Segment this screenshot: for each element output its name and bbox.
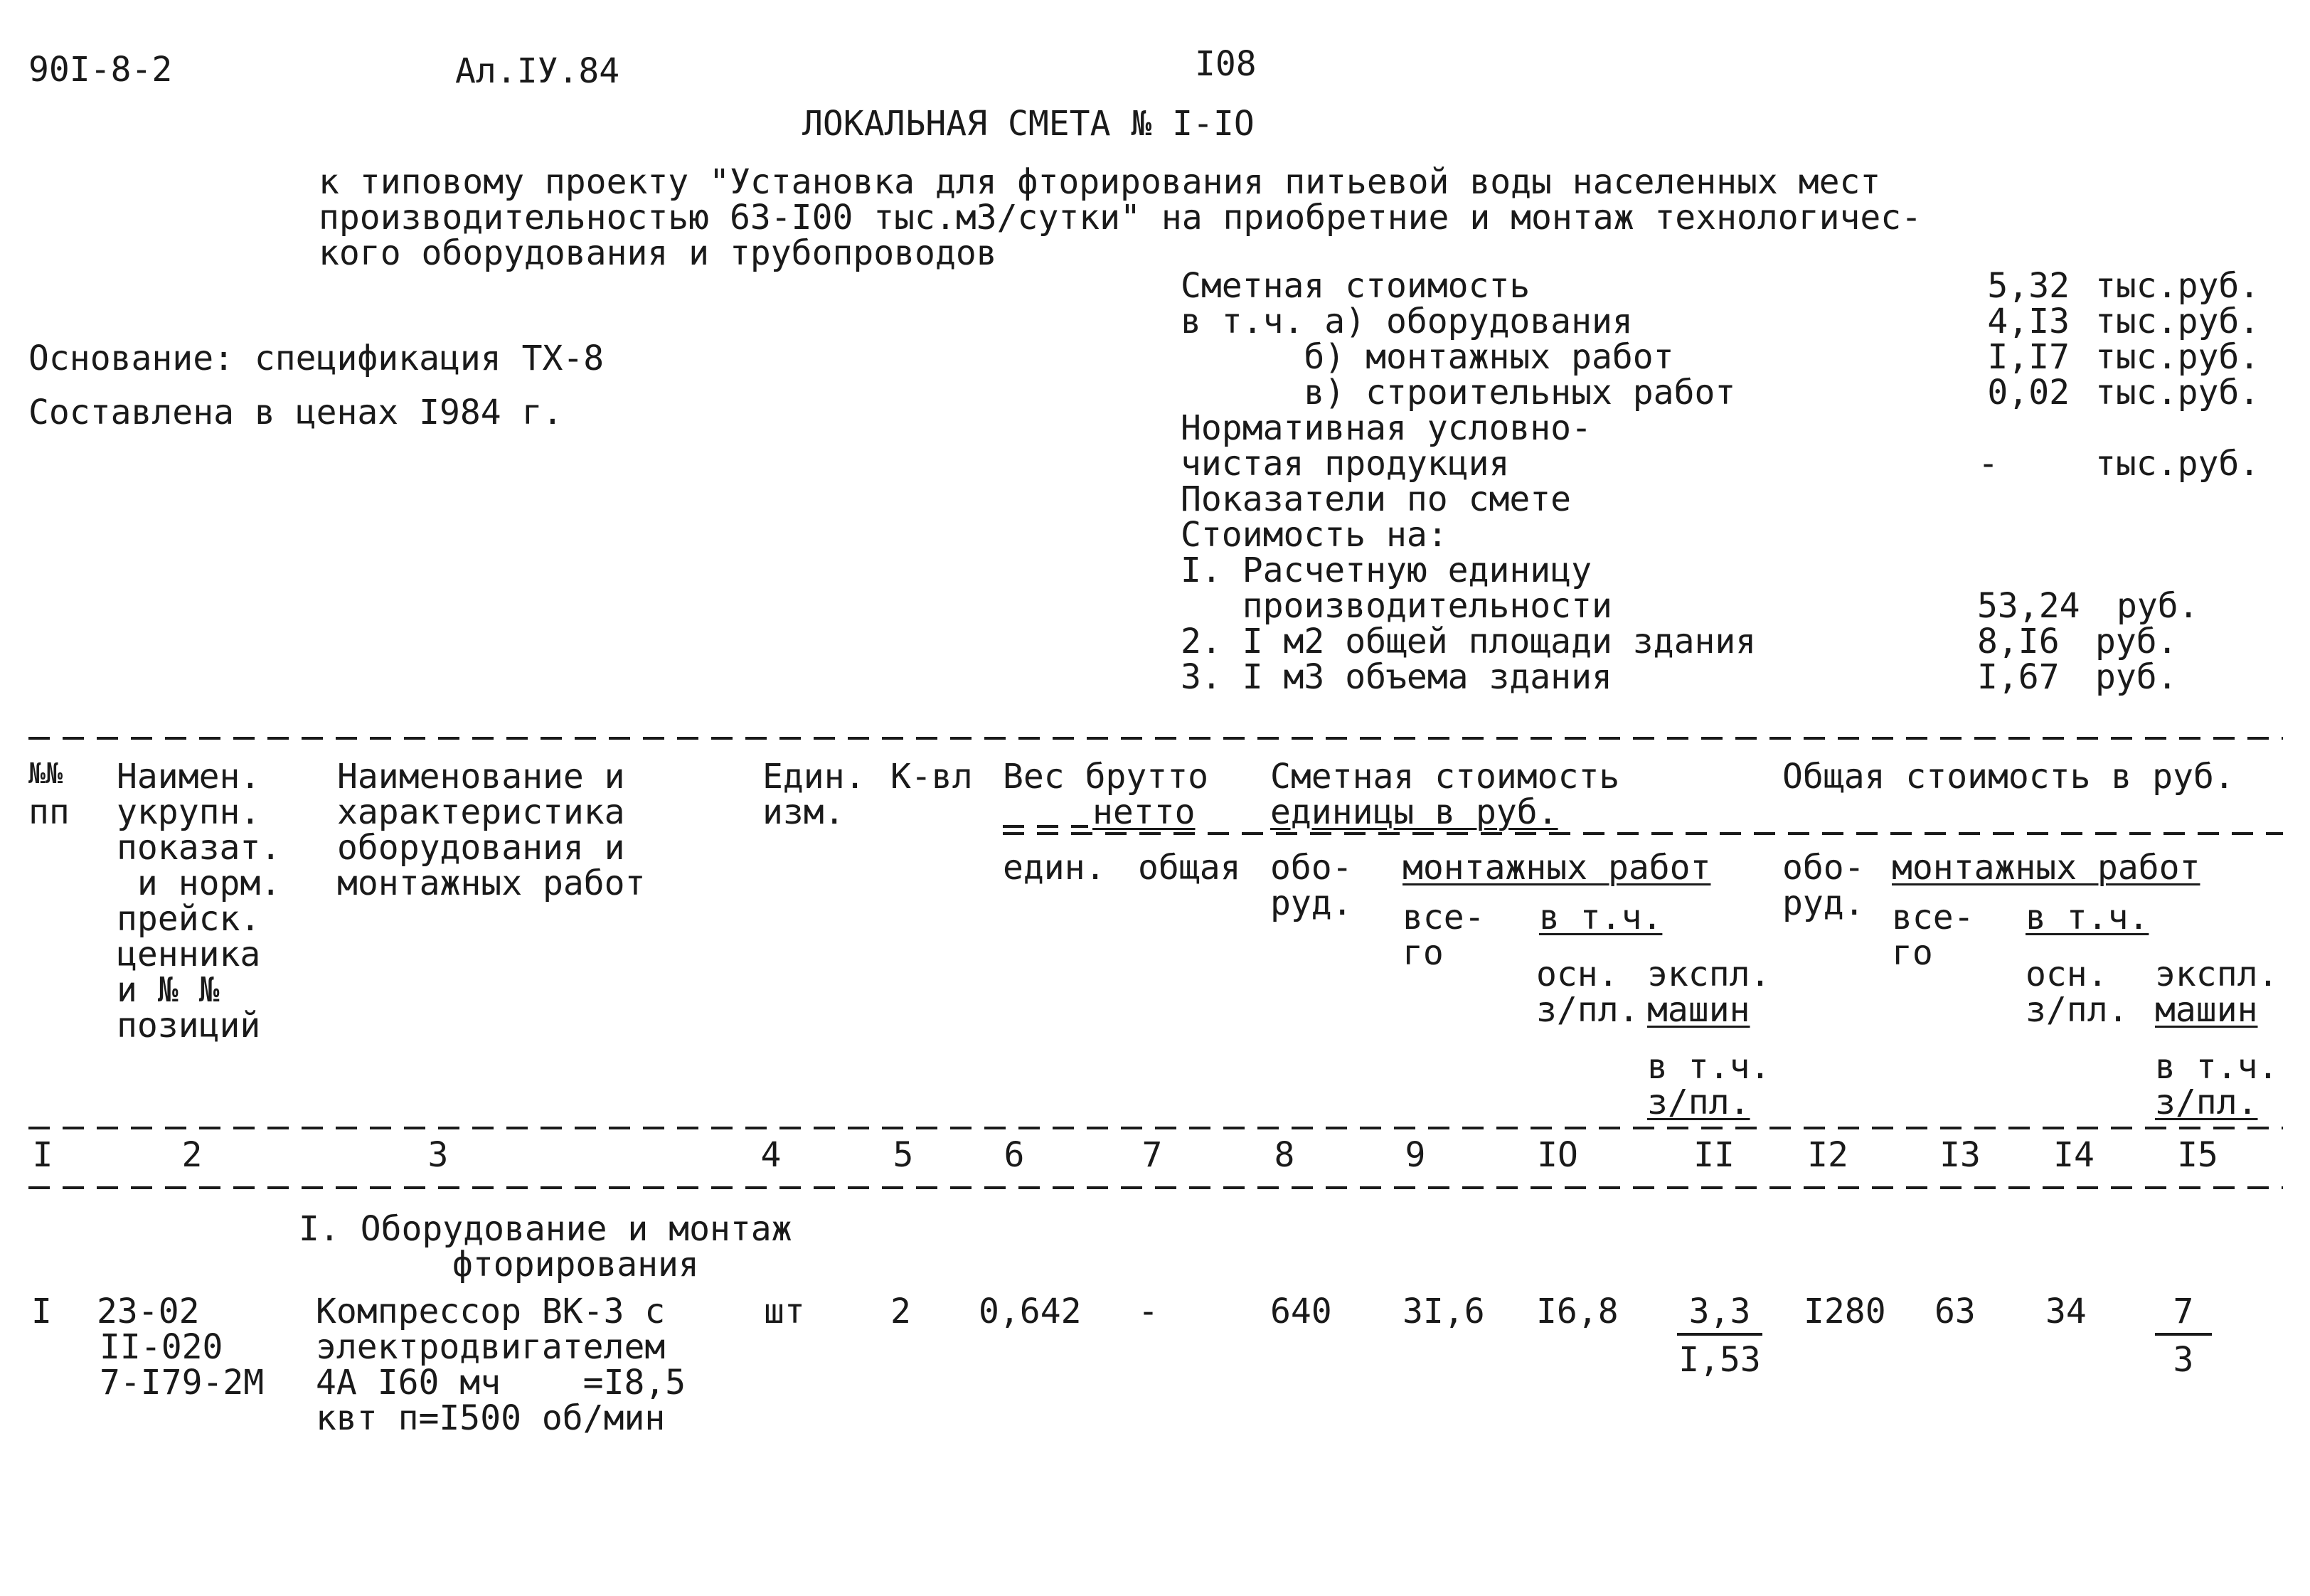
header-total-cost: Общая стоимость в руб.	[1782, 757, 2235, 797]
header-num-line-2: пп	[28, 792, 70, 832]
col-number-12: I2	[1807, 1135, 1848, 1175]
header-unit-cost: Сметная стоимость	[1270, 757, 1620, 797]
row-total-machines-fraction	[2155, 1292, 2212, 1380]
summary-label-8: I. Расчетную единицу	[1181, 550, 1592, 590]
row-name-line-4: квт п=I500 об/мин	[316, 1398, 666, 1438]
header-incl: в т.ч.	[1539, 898, 1663, 937]
summary-label-4: Нормативная условно-	[1181, 408, 1592, 448]
row-weight-unit: 0,642	[979, 1292, 1082, 1331]
row-total-equip: I280	[1804, 1292, 1886, 1331]
row-total-machines: 7	[2155, 1294, 2212, 1336]
summary-label-10: 2. I м2 общей площади здания	[1181, 622, 1757, 661]
header-total-incl: в т.ч.	[2026, 898, 2149, 937]
summary-value-10: 8,I6	[1977, 622, 2060, 661]
header-code-line-3: показат.	[117, 828, 282, 868]
summary-unit-10: руб.	[2095, 622, 2178, 661]
row-name-line-1: Компрессор ВК-3 с	[316, 1292, 666, 1331]
header-incl2-line-1: в т.ч.	[1647, 1047, 1771, 1087]
col-number-6: 6	[1004, 1135, 1025, 1175]
summary-value-1: 4,I3	[1987, 302, 2070, 341]
header-install-total-line-2: го	[1402, 933, 1444, 973]
header-total-install: монтажных работ	[1892, 848, 2200, 888]
header-base-pay-line-1: осн.	[1536, 954, 1619, 994]
column-numbers-rule	[28, 1186, 2283, 1189]
section-title-line-1: I. Оборудование и монтаж	[299, 1209, 792, 1249]
summary-value-9: 53,24	[1977, 586, 2080, 626]
summary-label-5: чистая продукция	[1181, 444, 1510, 484]
summary-unit-2: тыс.руб.	[2095, 337, 2260, 377]
header-incl2-line-2: з/пл.	[1647, 1082, 1750, 1122]
header-total-equip-line-2: руд.	[1782, 883, 1865, 923]
summary-unit-11: руб.	[2095, 657, 2178, 697]
row-machines: 3,3	[1677, 1294, 1762, 1336]
row-code-line-3: 7-I79-2М	[100, 1363, 265, 1403]
summary-label-2: б) монтажных работ	[1181, 337, 1674, 377]
header-qty: К-вл	[890, 757, 973, 797]
header-weight: Вес брутто	[1003, 757, 1208, 797]
header-total-machines-line-1: экспл.	[2155, 954, 2279, 994]
col-number-10: IO	[1537, 1135, 1578, 1175]
row-total-base-pay: 34	[2045, 1292, 2087, 1331]
summary-label-11: 3. I м3 объема здания	[1181, 657, 1612, 697]
weight-rule-left	[1003, 825, 1088, 828]
row-machines-pay: I,53	[1678, 1340, 1761, 1380]
header-total-base-pay-line-1: осн.	[2026, 954, 2108, 994]
subtitle-line-2: производительностью 63-I00 тыс.м3/сутки" на приобретние и монтаж технологичес-	[319, 198, 1922, 238]
header-name-line-4: монтажных работ	[337, 863, 646, 903]
summary-label-3: в) строительных работ	[1181, 373, 1736, 413]
section-title-line-2: фторирования	[452, 1245, 699, 1284]
col-number-2: 2	[181, 1135, 203, 1175]
page-number: I08	[1195, 44, 1257, 84]
header-name-line-3: оборудования и	[337, 828, 625, 868]
document-title: ЛОКАЛЬНАЯ СМЕТА № I-IO	[802, 104, 1255, 144]
col-number-13: I3	[1939, 1135, 1981, 1175]
project-code: 90I-8-2	[28, 50, 173, 90]
prices-text: Составлена в ценах I984 г.	[28, 393, 563, 432]
header-code-line-2: укрупн.	[117, 792, 261, 832]
col-number-3: 3	[427, 1135, 449, 1175]
header-total-equip-line-1: обо-	[1782, 848, 1865, 888]
subtitle-line-3: кого оборудования и трубопроводов	[319, 233, 997, 273]
row-name-line-3: 4А I60 мч =I8,5	[316, 1363, 686, 1403]
header-install: монтажных работ	[1402, 848, 1711, 888]
col-number-4: 4	[760, 1135, 782, 1175]
summary-label-7: Стоимость на:	[1181, 515, 1448, 555]
header-machines-line-1: экспл.	[1647, 954, 1771, 994]
summary-unit-5: тыс.руб.	[2095, 444, 2260, 484]
header-total-incl2-line-2: з/пл.	[2155, 1082, 2258, 1122]
header-code-line-4: и норм.	[117, 863, 282, 903]
summary-unit-1: тыс.руб.	[2095, 302, 2260, 341]
header-code-line-8: позиций	[117, 1006, 261, 1046]
header-unit-cost-sub: единицы в руб.	[1270, 792, 1558, 832]
row-qty: 2	[890, 1292, 911, 1331]
col-number-8: 8	[1274, 1135, 1295, 1175]
summary-label-1: в т.ч. а) оборудования	[1181, 302, 1633, 341]
row-code-line-2: II-020	[100, 1327, 223, 1367]
header-mid-rule	[1003, 832, 2283, 835]
col-number-9: 9	[1405, 1135, 1426, 1175]
summary-unit-0: тыс.руб.	[2095, 266, 2260, 306]
col-number-1: I	[32, 1135, 53, 1175]
row-install-total: 3I,6	[1402, 1292, 1485, 1331]
table-top-rule	[28, 737, 2283, 740]
header-total-base-pay-line-2: з/пл.	[2026, 990, 2129, 1030]
col-number-14: I4	[2053, 1135, 2095, 1175]
col-number-11: II	[1693, 1135, 1735, 1175]
header-bottom-rule	[28, 1127, 2283, 1129]
header-equip-line-2: руд.	[1270, 883, 1353, 923]
col-number-7: 7	[1141, 1135, 1163, 1175]
row-code-line-1: 23-02	[97, 1292, 200, 1331]
header-num-line-1: №№	[28, 757, 63, 790]
header-equip-line-1: обо-	[1270, 848, 1353, 888]
row-base-pay: I6,8	[1536, 1292, 1619, 1331]
header-total-machines-line-2: машин	[2155, 990, 2258, 1030]
header-unit-line-2: изм.	[762, 792, 845, 832]
basis-text: Основание: спецификация ТХ-8	[28, 339, 605, 378]
header-base-pay-line-2: з/пл.	[1536, 990, 1639, 1030]
subtitle-line-1: к типовому проекту "Установка для фторирования питьевой воды населенных мест	[319, 162, 1881, 202]
row-name-line-2: электродвигателем	[316, 1327, 666, 1367]
summary-value-5: -	[1978, 444, 1998, 484]
summary-label-9: производительности	[1181, 586, 1612, 626]
row-weight-total: -	[1138, 1292, 1159, 1331]
col-number-5: 5	[893, 1135, 914, 1175]
header-name-line-1: Наименование и	[337, 757, 625, 797]
header-code-line-7: и № №	[117, 970, 220, 1010]
header-machines-line-2: машин	[1647, 990, 1750, 1030]
header-total-incl2-line-1: в т.ч.	[2155, 1047, 2279, 1087]
header-weight-unit: един.	[1003, 848, 1106, 888]
summary-value-0: 5,32	[1987, 266, 2070, 306]
row-total-machines-pay: 3	[2173, 1340, 2194, 1380]
summary-value-11: I,67	[1977, 657, 2060, 697]
header-total-install-total-line-2: го	[1892, 933, 1933, 973]
summary-unit-3: тыс.руб.	[2095, 373, 2260, 413]
row-total-install: 63	[1934, 1292, 1976, 1331]
album-code: Ал.IУ.84	[455, 51, 620, 91]
header-code-line-1: Наимен.	[117, 757, 261, 797]
row-num: I	[31, 1292, 52, 1331]
col-number-15: I5	[2177, 1135, 2218, 1175]
row-machines-fraction	[1677, 1292, 1762, 1380]
summary-value-3: 0,02	[1987, 373, 2070, 413]
summary-label-0: Сметная стоимость	[1181, 266, 1531, 306]
header-weight-net: нетто	[1092, 792, 1196, 832]
summary-unit-9: руб.	[2117, 586, 2199, 626]
header-code-line-6: ценника	[117, 935, 261, 974]
header-weight-total: общая	[1138, 848, 1241, 888]
header-install-total-line-1: все-	[1402, 898, 1485, 937]
header-total-install-total-line-1: все-	[1892, 898, 1974, 937]
header-code-line-5: прейск.	[117, 899, 261, 939]
summary-value-2: I,I7	[1987, 337, 2070, 377]
summary-label-6: Показатели по смете	[1181, 479, 1572, 519]
row-unit: шт	[764, 1292, 805, 1331]
header-name-line-2: характеристика	[337, 792, 625, 832]
header-unit-line-1: Един.	[762, 757, 866, 797]
row-equip: 640	[1270, 1292, 1332, 1331]
